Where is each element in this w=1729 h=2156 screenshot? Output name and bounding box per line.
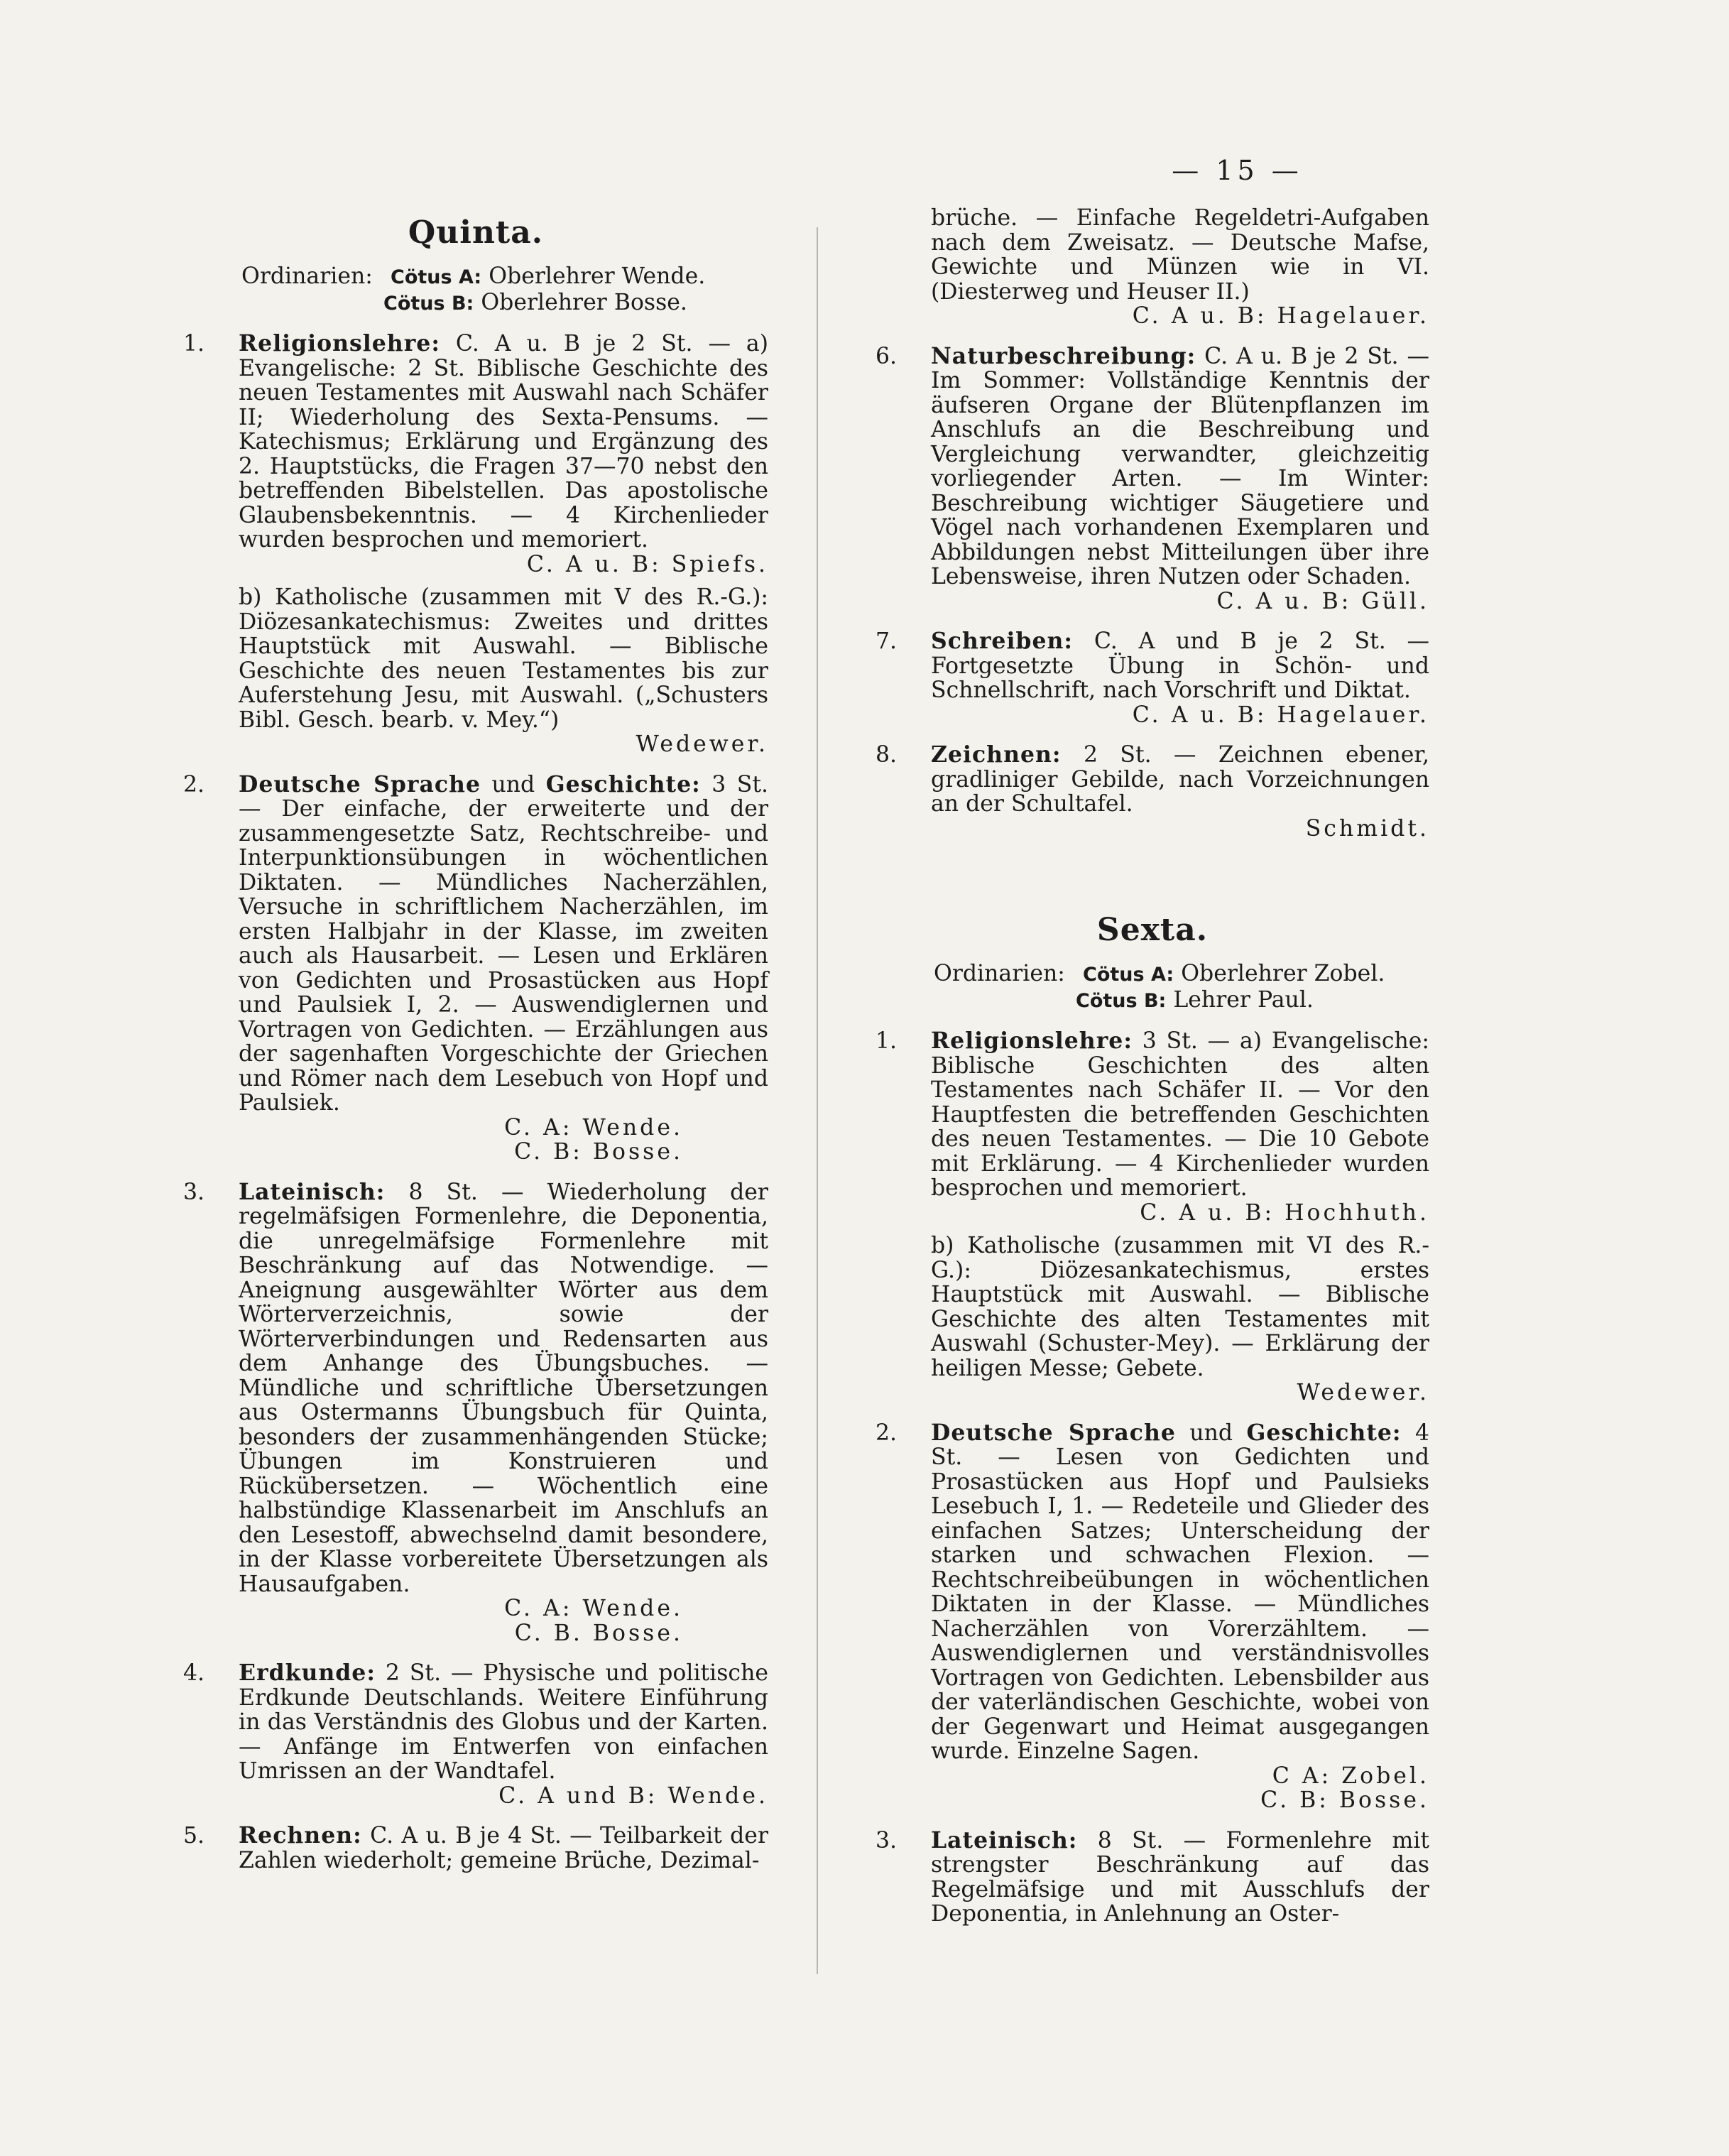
- quinta-item-deutsch: [183, 773, 768, 1165]
- item-subject: Erdkunde:: [239, 1660, 376, 1686]
- item-text: C. A u. B je 2 St. — Im Sommer: Vollständige Kenntnis der äufseren Organe der Blütenpflanzen im Anschlufs an die Beschreibung und Vergleichung verwandter, gleichzeitig vorliegender Arten. — Im Winter: Beschreibung wichtiger Säugetiere und Vögel nach vorhandenen Exemplaren und Abbildungen nebst Mitteilungen über ihre Lebensweise, ihren Nutzen oder Schaden.: [931, 343, 1429, 589]
- item-subject-join: und: [491, 771, 535, 797]
- item-subject: Zeichnen:: [931, 741, 1062, 768]
- sexta-item-deutsch: [876, 1421, 1429, 1813]
- coetus-b-teacher: Lehrer Paul.: [1173, 986, 1314, 1013]
- item-teacher: C. A u. B: Hochhuth.: [1140, 1199, 1429, 1226]
- item-text: C. A u. B je 4 St. — Teilbarkeit der Zahlen wiederholt; gemeine Brüche, Dezimal-: [239, 1823, 768, 1873]
- item-teacher: C. A u. B: Spiefs.: [526, 551, 768, 577]
- sexta-section: [876, 912, 1429, 1927]
- item-teacher-2: C. B. Bosse.: [514, 1620, 683, 1646]
- item-subject: Religionslehre:: [239, 330, 440, 356]
- right-column: [876, 206, 1429, 1927]
- sexta-item-religion: [876, 1029, 1429, 1405]
- coetus-b-teacher: Oberlehrer Bosse.: [481, 289, 687, 315]
- item-teacher: C. A u. B: Güll.: [1216, 588, 1429, 614]
- section-title-sexta: Sexta.: [1096, 912, 1209, 948]
- item-teacher: C. A: Wende.: [504, 1114, 683, 1140]
- item-subject: Rechnen:: [239, 1822, 362, 1849]
- item-subject: Deutsche Sprache: [239, 771, 481, 797]
- item-text: 2 St. — Zeichnen ebener, gradliniger Gebilde, nach Vorzeichnungen an der Schultafel.: [931, 742, 1429, 817]
- item-text: 4 St. — Lesen von Gedichten und Prosastücken aus Hopf und Paulsieks Lesebuch I, 1. — Redeteile und Glieder des einfachen Satzes; Unterscheidung der starken und schwachen Flexion. — Rechtschreibeübungen in wöchentlichen Diktaten in der Klasse. — Mündliches Nacherzählen von Vorerzähltem. — Auswendiglernen und verständnisvolles Vortragen von Gedichten. Lebensbilder aus der vaterländischen Geschichte, wobei von der Gegenwart und Heimat ausgegangen wurde. Einzelne Sagen.: [931, 1420, 1430, 1764]
- coetus-b-label: Cötus B:: [1076, 989, 1167, 1012]
- item-teacher-2: Wedewer.: [636, 731, 768, 757]
- item-teacher: Schmidt.: [1305, 815, 1429, 842]
- quinta-item-religion: [183, 332, 768, 757]
- item-text: 8 St. — Wiederholung der regelmäfsigen Formenlehre, die Deponentia, die unregelmäfsige Formenlehre mit Beschränkung auf das Notwendige. — Aneignung ausgewählter Wörter aus dem Wörterverzeichnis, sowie der Wörterverbindungen und Redensarten aus dem Anhange des Übungsbuches. — Mündliche und schriftliche Übersetzungen aus Ostermanns Übungsbuch für Quinta, besonders der zusammenhängenden Stücke; Übungen im Konstruieren und Rückübersetzen. — Wöchentlich eine halbstündige Klassenarbeit im Anschlufs an den Lesestoff, abwechselnd damit besondere, in der Klasse vorbereitete Übersetzungen als Hausaufgaben.: [239, 1179, 768, 1597]
- item-number: 3.: [183, 1179, 205, 1205]
- item-number: 2.: [876, 1420, 898, 1446]
- section-title-quinta: Quinta.: [408, 214, 544, 251]
- coetus-b-label: Cötus B:: [383, 292, 474, 315]
- quinta-item-schreiben: [876, 629, 1429, 727]
- item-number: 2.: [183, 771, 205, 797]
- rechnen-continuation: [876, 206, 1429, 329]
- column-divider: [817, 227, 818, 1974]
- coetus-a-label: Cötus A:: [391, 266, 482, 288]
- ordinarien-quinta: [183, 264, 768, 316]
- item-number: 6.: [876, 343, 898, 369]
- ordinarien-row-a: [934, 962, 1429, 988]
- item-number: 4.: [183, 1660, 205, 1686]
- ordinarien-row-a: [241, 264, 768, 290]
- item-text: C. A u. B je 2 St. — a) Evangelische: 2 St. Biblische Geschichte des neuen Testamentes mit Auswahl nach Schäfer II; Wiederholung des Sexta-Pensums. — Katechismus; Erklärung und Ergänzung des 2. Hauptstücks, die Fragen 37—70 nebst den betreffenden Bibelstellen. Das apostolische Glaubensbekenntnis. — 4 Kirchenlieder wurden besprochen und memoriert.: [239, 331, 768, 552]
- item-number: 1.: [876, 1028, 898, 1054]
- item-text: 3 St. — a) Evangelische: Biblische Geschichten des alten Testamentes nach Schäfer II. — Vor den Hauptfesten die betreffenden Geschichten des neuen Testamentes. — Die 10 Gebote mit Erklärung. — 4 Kirchenlieder wurden besprochen und memoriert.: [931, 1028, 1430, 1201]
- item-text-2: b) Katholische (zusammen mit VI des R.-G.): Diözesankatechismus, erstes Hauptstück mit Auswahl. — Biblische Geschichte des alten Testamentes mit Auswahl (Schuster-Mey). — Erklärung der heiligen Messe; Gebete.: [931, 1233, 1429, 1381]
- item-subject: Lateinisch:: [239, 1178, 386, 1205]
- ordinarien-label: Ordinarien:: [934, 961, 1065, 986]
- quinta-item-zeichnen: [876, 743, 1429, 841]
- item-subject: Lateinisch:: [931, 1826, 1078, 1853]
- item-number: 8.: [876, 742, 898, 768]
- quinta-item-naturbeschreibung: [876, 344, 1429, 614]
- sexta-item-latein: [876, 1826, 1430, 1927]
- item-subject: Religionslehre:: [931, 1028, 1133, 1054]
- item-text: 2 St. — Physische und politische Erdkunde Deutschlands. Weitere Einführung in das Verständnis des Globus und der Karten. — Anfänge im Entwerfen von einfachen Umrissen an der Wandtafel.: [239, 1660, 768, 1784]
- coetus-a-teacher: Oberlehrer Wende.: [489, 263, 706, 289]
- left-column: [183, 206, 768, 1873]
- item-teacher: C. A: Wende.: [504, 1596, 683, 1621]
- item-subject: Deutsche Sprache: [931, 1419, 1176, 1446]
- ordinarien-sexta: [876, 962, 1429, 1013]
- item-text-2: b) Katholische (zusammen mit V des R.-G.): Diözesankatechismus: Zweites und drittes Hauptstück mit Auswahl. — Biblische Geschichte des neuen Testamentes bis zur Auferstehung Jesu, mit Auswahl. („Schusters Bibl. Gesch. bearb. v. Mey.“): [239, 584, 768, 733]
- quinta-item-erdkunde: [183, 1661, 768, 1808]
- ordinarien-row-b: [241, 290, 768, 317]
- item-text: 3 St. — Der einfache, der erweiterte und der zusammengesetzte Satz, Rechtschreibe- und Interpunktionsübungen in wöchentlichen Diktaten. — Mündliches Nacherzählen, Versuche in schriftlichem Nacherzählen, im ersten Halbjahr in der Klasse, im zweiten auch als Hausarbeit. — Lesen und Erklären von Gedichten und Prosastücken aus Hopf und Paulsiek I, 2. — Auswendiglernen und Vortragen von Gedichten. — Erzählungen aus der sagenhaften Vorgeschichte der Griechen und Römer nach dem Lesebuch von Hopf und Paulsiek.: [239, 771, 769, 1116]
- page-number: — 15 —: [1172, 155, 1303, 186]
- continuation-text: brüche. — Einfache Regeldetri-Aufgaben nach dem Zweisatz. — Deutsche Mafse, Gewichte und Münzen wie in VI. (Diesterweg und Heuser II.): [931, 205, 1429, 305]
- ordinarien-label: Ordinarien:: [241, 263, 373, 289]
- item-text: C. A und B je 2 St. — Fortgesetzte Übung in Schön- und Schnellschrift, nach Vorschrift und Diktat.: [931, 628, 1430, 703]
- item-number: 1.: [183, 331, 205, 356]
- item-teacher: C. A und B: Wende.: [498, 1782, 768, 1809]
- item-subject: Schreiben:: [931, 628, 1074, 654]
- item-subject-join: und: [1189, 1420, 1233, 1446]
- item-teacher-2: C. B: Bosse.: [514, 1139, 683, 1165]
- coetus-a-label: Cötus A:: [1083, 964, 1174, 986]
- continuation-teacher: C. A u. B: Hagelauer.: [1132, 303, 1429, 329]
- item-subject-2: Geschichte:: [1246, 1419, 1402, 1446]
- item-teacher: C. A u. B: Hagelauer.: [1132, 702, 1429, 728]
- item-teacher: C A: Zobel.: [1272, 1763, 1429, 1789]
- quinta-item-rechnen: [183, 1824, 768, 1873]
- item-subject-2: Geschichte:: [545, 771, 701, 797]
- item-text: 8 St. — Formenlehre mit strengster Beschränkung auf das Regelmäfsige und mit Ausschlufs der Deponentia, in Anlehnung an Oster-: [931, 1827, 1430, 1927]
- item-number: 7.: [876, 628, 898, 654]
- item-number: 5.: [183, 1823, 205, 1849]
- quinta-item-latein: [183, 1180, 768, 1646]
- coetus-a-teacher: Oberlehrer Zobel.: [1181, 961, 1385, 986]
- item-teacher-2: C. B: Bosse.: [1260, 1787, 1429, 1813]
- item-subject: Naturbeschreibung:: [931, 342, 1196, 369]
- ordinarien-row-b: [934, 988, 1429, 1014]
- item-number: 3.: [876, 1827, 898, 1853]
- item-teacher-2: Wedewer.: [1297, 1380, 1429, 1405]
